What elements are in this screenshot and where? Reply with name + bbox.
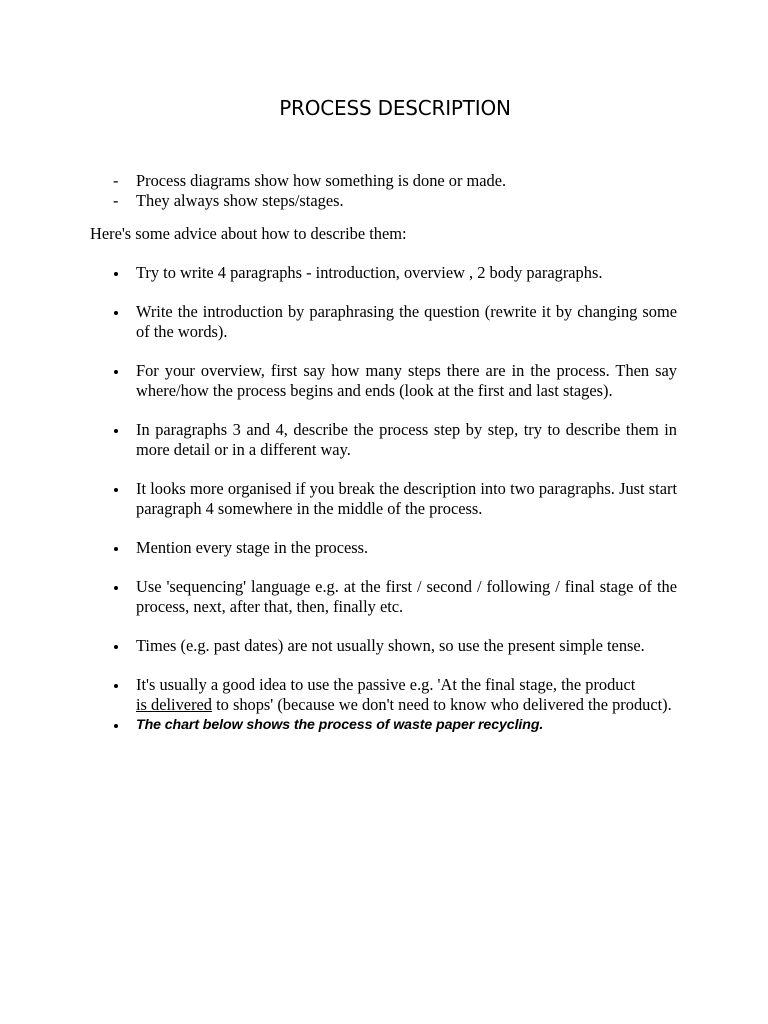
passive-text-before: It's usually a good idea to use the passive e.g. 'At the final stage, the product: [136, 675, 636, 694]
bullet-icon: [113, 361, 121, 381]
passive-text-after: to shops' (because we don't need to know who delivered the product).: [212, 695, 672, 714]
advice-text: Write the introduction by paraphrasing the question (rewrite it by changing some of the words).: [136, 302, 677, 341]
advice-text: Try to write 4 paragraphs - introduction, overview , 2 body paragraphs.: [136, 263, 603, 282]
bullet-icon: [113, 420, 121, 440]
passive-underlined-text: is delivered: [136, 695, 213, 714]
advice-item: [0, 302, 768, 342]
advice-text: Times (e.g. past dates) are not usually shown, so use the present simple tense.: [136, 636, 645, 655]
advice-text: Mention every stage in the process.: [136, 538, 369, 557]
bullet-icon: [113, 715, 121, 735]
advice-text-passive: [136, 675, 677, 715]
advice-text: For your overview, first say how many steps there are in the process. Then say where/how the process begins and ends (look at the first and last stages).: [136, 361, 677, 400]
dash-list-item: [0, 191, 768, 211]
advice-item: [0, 636, 768, 656]
task-prompt-text: The chart below shows the process of waste paper recycling.: [136, 717, 544, 733]
bullet-icon: [113, 538, 121, 558]
dash-item-text: They always show steps/stages.: [136, 191, 344, 210]
bullet-icon: [113, 636, 121, 656]
bullet-icon: [113, 577, 121, 597]
advice-text: Use 'sequencing' language e.g. at the first / second / following / final stage of the process, next, after that, then, finally etc.: [136, 577, 677, 616]
advice-item: [0, 420, 768, 460]
bullet-icon: [113, 302, 121, 322]
advice-item: [0, 361, 768, 401]
advice-item: [0, 577, 768, 617]
advice-list: [0, 263, 768, 735]
bullet-icon: [113, 675, 121, 695]
dash-item-text: Process diagrams show how something is done or made.: [136, 171, 507, 190]
dash-list: [0, 171, 768, 211]
bullet-icon: [113, 479, 121, 499]
dash-list-item: [0, 171, 768, 191]
advice-item: [0, 538, 768, 558]
task-item: [0, 715, 768, 735]
bullet-icon: [113, 263, 121, 283]
advice-text: It looks more organised if you break the description into two paragraphs. Just start paragraph 4 somewhere in the middle of the process.: [136, 479, 677, 518]
dash-marker: -: [113, 191, 119, 210]
advice-item: [0, 479, 768, 519]
page-title: PROCESS DESCRIPTION: [279, 96, 511, 120]
dash-marker: -: [113, 171, 119, 190]
advice-item: [0, 263, 768, 283]
advice-text: In paragraphs 3 and 4, describe the process step by step, try to describe them in more detail or in a different way.: [136, 420, 677, 459]
advice-item: [0, 675, 768, 715]
intro-sentence: Here's some advice about how to describe them:: [90, 224, 407, 243]
